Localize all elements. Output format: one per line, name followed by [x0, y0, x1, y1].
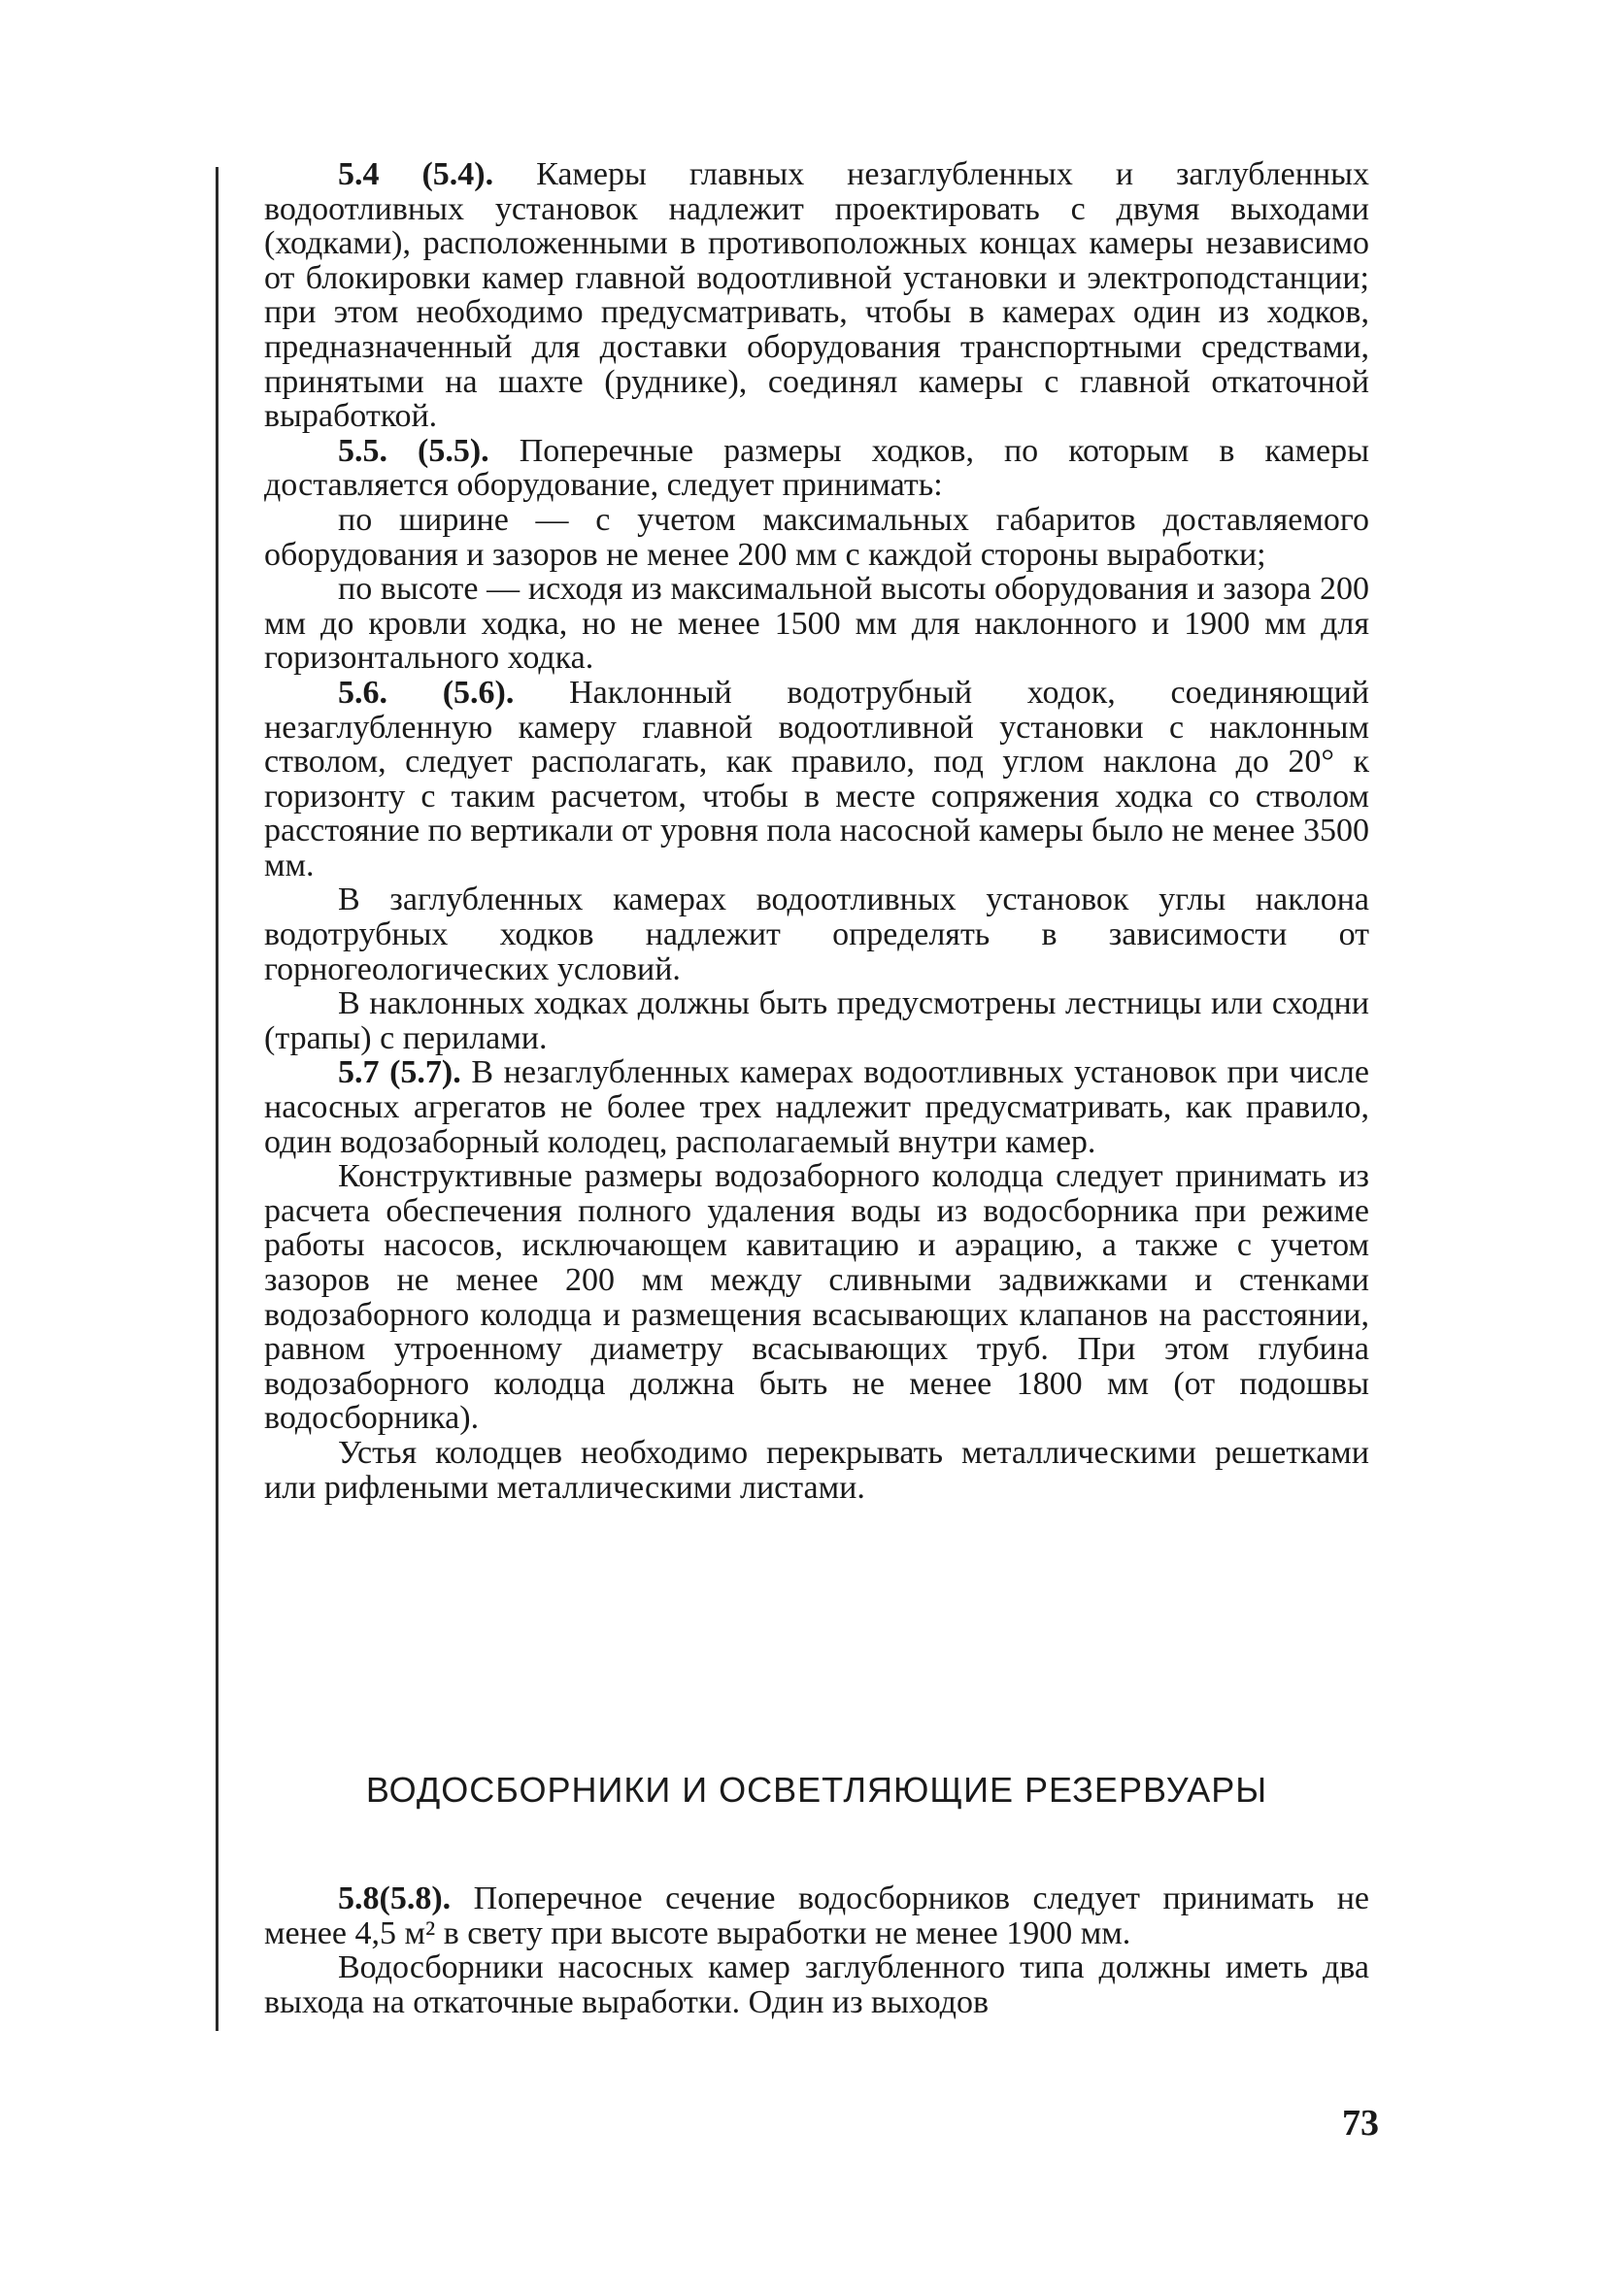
paragraph [264, 157, 1369, 434]
paragraph [264, 1881, 1369, 1950]
clause-number: 5.7 (5.7). [338, 1054, 461, 1091]
text-block-top [264, 157, 1369, 1505]
paragraph-text: В незаглубленных камерах водоотливных установок при числе насосных агрегатов не более трех надлежит предусматривать, как правило, один водозаборный колодец, располагаемый внутри камер. [264, 1054, 1369, 1160]
paragraph [264, 1159, 1369, 1436]
paragraph [264, 882, 1369, 986]
paragraph-text: Камеры главных незаглубленных и заглубленных водоотливных установок надлежит проектировать с двумя выходами (ходками), расположенными в противоположных концах камеры независимо от блокировки камер главной водоотливной установки и электроподстанции; при этом необходимо предусматривать, чтобы в камерах один из ходков, предназначенный для доставки оборудования транспортными средствами, принятыми на шахте (руднике), соединял камеры с главной откаточной выработкой. [264, 156, 1369, 435]
paragraph-text: Наклонный водотрубный ходок, соединяющий незаглубленную камеру главной водоотливной установки с наклонным стволом, следует располагать, как правило, под углом наклона до 20° к горизонту с таким расчетом, чтобы в месте сопряжения ходка со стволом расстояние по вертикали от уровня пола насосной камеры было не менее 3500 мм. [264, 674, 1369, 883]
paragraph [264, 1055, 1369, 1159]
paragraph [264, 986, 1369, 1055]
paragraph-text: Устья колодцев необходимо перекрывать металлическими решетками или рифлеными металлическими листами. [264, 1434, 1369, 1506]
paragraph [264, 572, 1369, 676]
clause-number: 5.5. (5.5). [338, 432, 489, 469]
paragraph-text: по высоте — исходя из максимальной высоты оборудования и зазора 200 мм до кровли ходка, но не менее 1500 мм для наклонного и 1900 мм для горизонтального ходка. [264, 571, 1369, 677]
paragraph-text: В заглубленных камерах водоотливных установок углы наклона водотрубных ходков надлежит определять в зависимости от горногеологических условий. [264, 882, 1369, 987]
clause-number: 5.6. (5.6). [338, 674, 515, 711]
clause-number: 5.8(5.8). [338, 1880, 452, 1916]
clause-number: 5.4 (5.4). [338, 156, 494, 192]
paragraph [264, 503, 1369, 572]
paragraph [264, 676, 1369, 883]
paragraph [264, 1950, 1369, 2019]
paragraph-text: Поперечные размеры ходков, по которым в камеры доставляется оборудование, следует принимать: [264, 432, 1369, 504]
margin-line [216, 167, 218, 2031]
section-title: ВОДОСБОРНИКИ И ОСВЕТЛЯЮЩИЕ РЕЗЕРВУАРЫ [365, 1770, 1268, 1810]
paragraph [264, 434, 1369, 503]
paragraph-text: Водосборники насосных камер заглубленного типа должны иметь два выхода на откаточные выработки. Один из выходов [264, 1949, 1369, 2020]
paragraph [264, 1436, 1369, 1505]
paragraph-text: Поперечное сечение водосборников следует принимать не менее 4,5 м² в свету при высоте выработки не менее 1900 мм. [264, 1880, 1369, 1951]
paragraph-text: Конструктивные размеры водозаборного колодца следует принимать из расчета обеспечения полного удаления воды из водосборника при режиме работы насосов, исключающем кавитацию и аэрацию, а также с учетом зазоров не менее 200 мм между сливными задвижками и стенками водозаборного колодца и размещения всасывающих клапанов на расстоянии, равном утроенному диаметру всасывающих труб. При этом глубина водозаборного колодца должна быть не менее 1800 мм (от подошвы водосборника). [264, 1158, 1369, 1437]
paragraph-text: В наклонных ходках должны быть предусмотрены лестницы или сходни (трапы) с перилами. [264, 985, 1369, 1056]
text-block-bottom [264, 1881, 1369, 2019]
paragraph-text: по ширине — с учетом максимальных габаритов доставляемого оборудования и зазоров не менее 200 мм с каждой стороны выработки; [264, 501, 1369, 573]
page-number: 73 [1342, 2103, 1379, 2144]
